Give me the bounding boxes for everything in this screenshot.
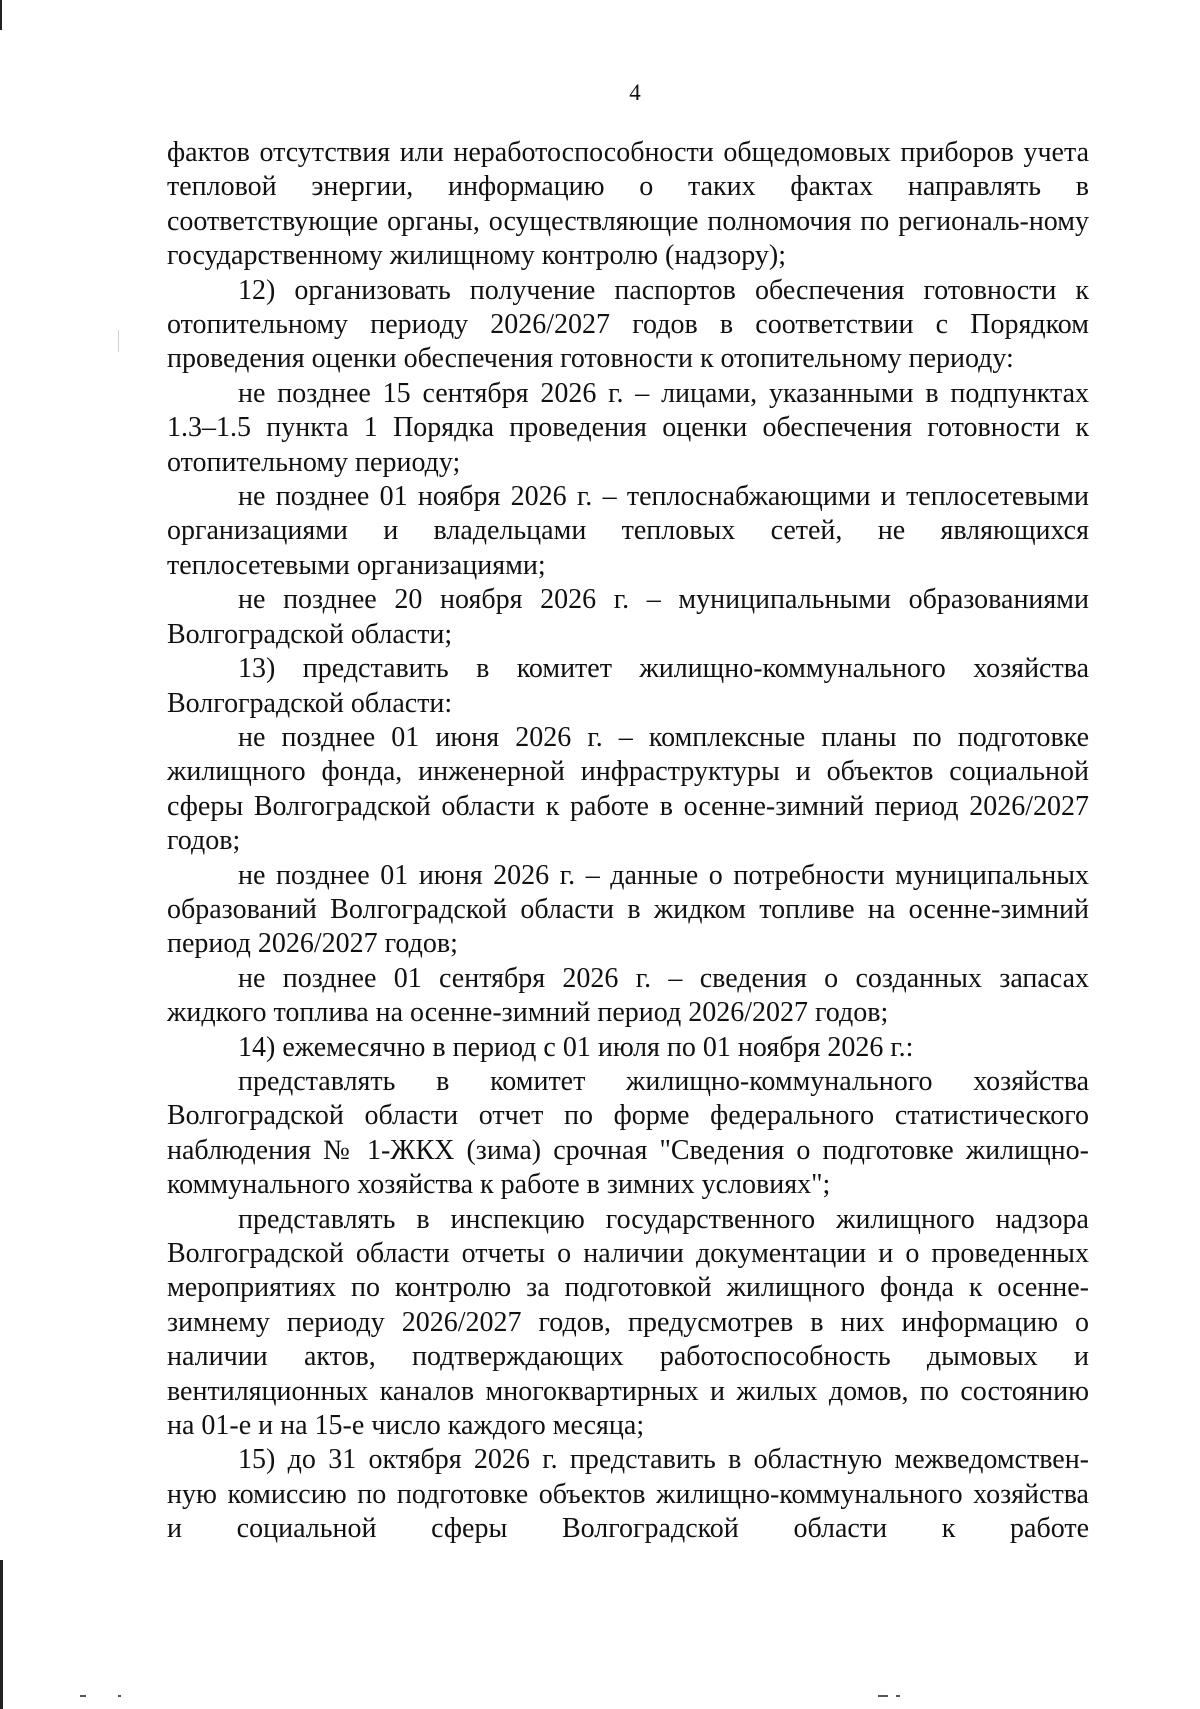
paragraph: фактов отсутствия или неработоспособности общедомовых приборов учета тепловой энергии, информацию о таких фактах направлять в соответствующие органы, осуществляющие полномочия по региональ-ному государственному жилищному контролю (надзору); [167,137,1089,272]
paragraph: не позднее 01 июня 2026 г. – данные о потребности муниципальных образований Волгоградской области в жидком топливе на осенне-зимний период 2026/2027 годов; [167,859,1089,960]
scan-edge-mark [118,330,119,352]
paragraph: не позднее 01 сентября 2026 г. – сведения о созданных запасах жидкого топлива на осенне-зимний период 2026/2027 годов; [167,962,1089,1029]
scan-speck [896,1695,900,1697]
scan-speck [118,1695,121,1697]
scan-speck [878,1695,888,1697]
paragraph: не позднее 20 ноября 2026 г. – муниципальными образованиями Волгоградской области; [167,584,1089,650]
paragraph: представлять в комитет жилищно-коммунального хозяйства Волгоградской области отчет по форме федерального статистического наблюдения № 1-ЖКХ (зима) срочная "Сведения о подготовке жилищно-коммунального хозяйства к работе в зимних условиях"; [167,1065,1089,1201]
document-body [167,136,1089,1547]
page-number: 4 [629,80,641,105]
paragraph: не позднее 15 сентября 2026 г. – лицами, указанными в подпунктах 1.3–1.5 пункта 1 Порядка проведения оценки обеспечения готовности к отопительному периоду; [167,377,1089,478]
paragraph: не позднее 01 июня 2026 г. – комплексные планы по подготовке жилищного фонда, инженерной инфраструктуры и объектов социальной сферы Волгоградской области к работе в осенне-зимний период 2026/2027 годов; [167,721,1089,857]
paragraph: не позднее 01 ноября 2026 г. – теплоснабжающими и теплосетевыми организациями и владельцами тепловых сетей, не являющихся теплосетевыми организациями; [167,481,1089,581]
paragraph: 14) ежемесячно в период с 01 июля по 01 ноября 2026 г.: [238,1031,914,1063]
paragraph: 13) представить в комитет жилищно-коммунального хозяйства Волгоградской области: [167,653,1089,719]
paragraph: представлять в инспекцию государственного жилищного надзора Волгоградской области отчеты о наличии документации и о проведенных мероприятиях по контролю за подготовкой жилищного фонда к осенне-зимнему периоду 2026/2027 годов, предусмотрев в них информацию о наличии актов, подтверждающих работоспособность дымовых и вентиляционных каналов многоквартирных и жилых домов, по состоянию на 01-е и на 15-е число каждого месяца; [167,1203,1089,1442]
scan-speck [80,1695,86,1697]
scan-edge-mark [0,1560,3,1709]
paragraph: 15) до 31 октября 2026 г. представить в областную межведомствен-ную комиссию по подготовке объектов жилищно-коммунального хозяйства и социальной сферы Волгоградской области к работе [167,1444,1089,1545]
paragraph: 12) организовать получение паспортов обеспечения готовности к отопительному периоду 2026/2027 годов в соответствии с Порядком проведения оценки обеспечения готовности к отопительному периоду: [167,274,1089,375]
scan-edge-mark [0,0,2,30]
